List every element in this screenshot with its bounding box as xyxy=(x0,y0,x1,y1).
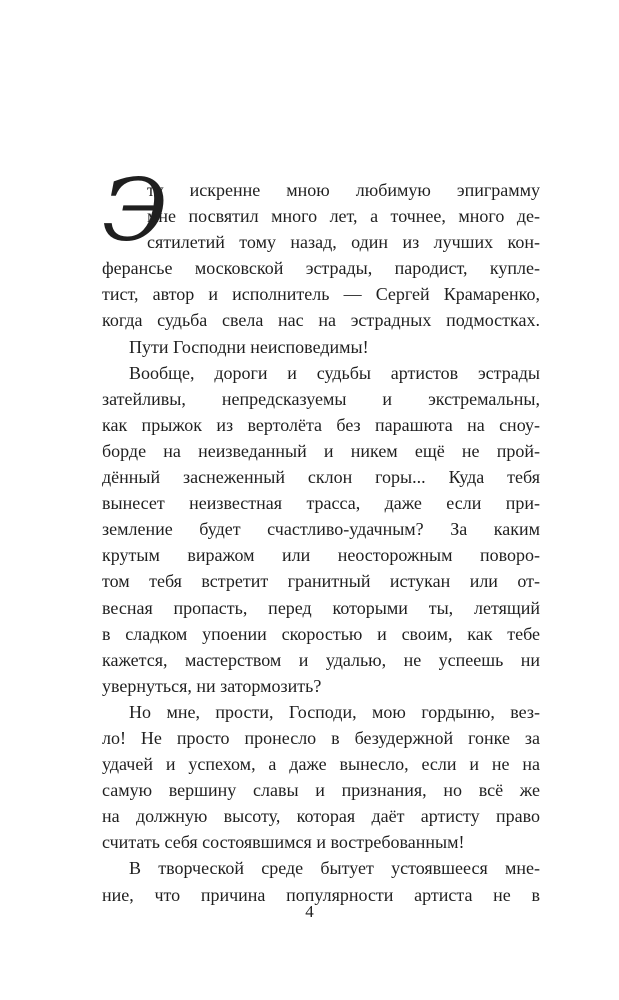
body-text xyxy=(102,177,540,908)
text-line: считать себя состоявшимся и востребованным! xyxy=(102,832,465,853)
text-line: увернуться, ни затормозить? xyxy=(102,675,322,696)
text-line: в сладком упоении скоростью и своим, как тебе xyxy=(102,623,540,644)
text-line: том тебя встретит гранитный истукан или от- xyxy=(102,571,540,592)
text-line: весная пропасть, перед которыми ты, летящий xyxy=(102,597,540,618)
text-line: вынесет неизвестная трасса, даже если при- xyxy=(102,493,540,514)
text-line: ту искренне мною любимую эпиграмму xyxy=(147,180,540,200)
text-line: на должную высоту, которая даёт артисту право xyxy=(102,806,540,827)
text-line: ферансье московской эстрады, пародист, куплe- xyxy=(102,258,540,279)
text-line: ние, что причина популярности артиста не в xyxy=(102,884,540,905)
text-line: земление будет счастливо-удачным? За каким xyxy=(102,519,540,540)
text-line: кажется, мастерством и удалью, не успеешь ни xyxy=(102,649,540,670)
text-line: Вообще, дороги и судьбы артистов эстрады xyxy=(129,362,540,383)
text-line: дённый заснеженный склон горы... Куда тебя xyxy=(102,467,540,488)
text-line: удачей и успехом, а даже вынесло, если и не на xyxy=(102,754,540,775)
page-number: 4 xyxy=(305,902,314,921)
text-line: как прыжок из вертолёта без парашюта на сноу- xyxy=(102,414,540,435)
text-line: борде на неизведанный и никем ещё не прой- xyxy=(102,440,540,461)
text-line: тист, автор и исполнитель — Сергей Крамаренко, xyxy=(102,284,540,305)
text-line: Пути Господни неисповедимы! xyxy=(129,336,369,357)
text-line: когда судьба свела нас на эстрадных подмостках. xyxy=(102,310,540,331)
text-line: В творческой среде бытует устоявшееся мне- xyxy=(129,858,540,879)
text-line: затейливы, непредсказуемы и экстремальны, xyxy=(102,388,540,409)
text-line: сятилетий тому назад, один из лучших кон- xyxy=(147,232,540,253)
drop-cap-letter: Э xyxy=(102,161,168,261)
text-line: ло! Не просто пронесло в безудержной гонке за xyxy=(102,727,540,748)
text-line: самую вершину славы и признания, но всё же xyxy=(102,780,540,801)
text-line: мне посвятил много лет, а точнее, много де- xyxy=(147,206,540,227)
text-line: крутым виражом или неосторожным поворо- xyxy=(102,545,540,566)
text-line: Но мне, прости, Господи, мою гордыню, вез- xyxy=(129,701,540,722)
